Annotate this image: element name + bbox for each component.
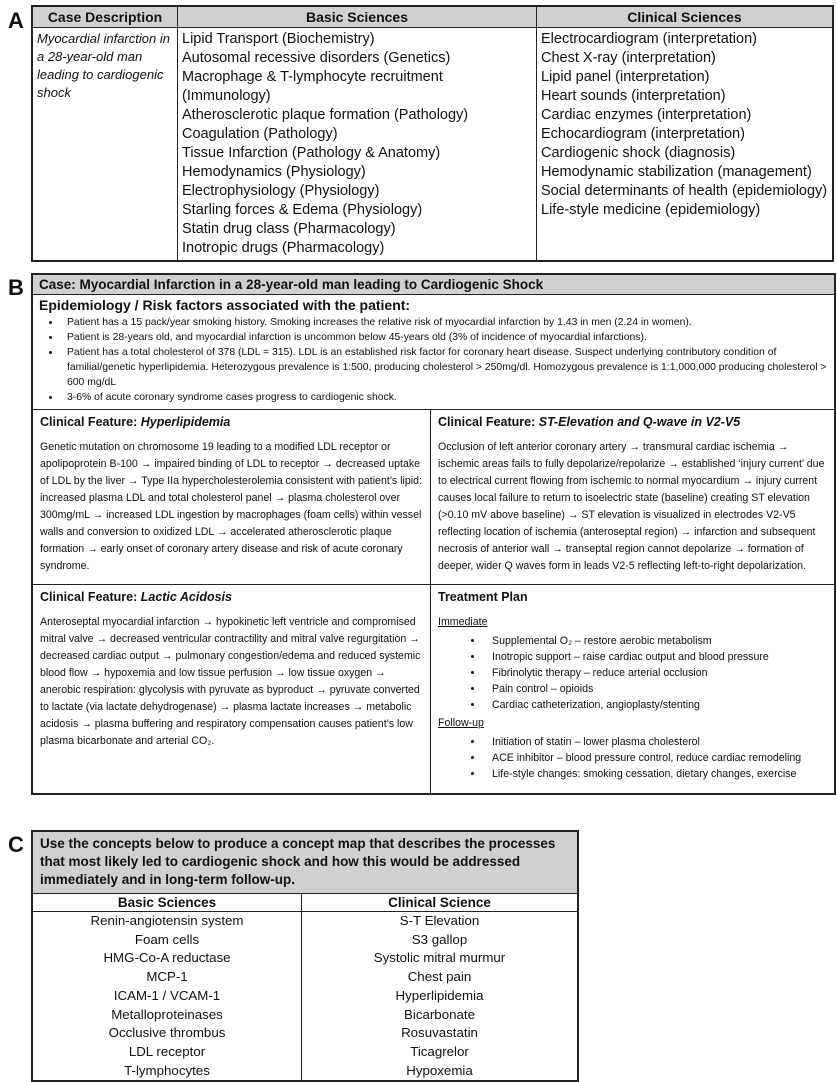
table-cell: Rosuvastatin xyxy=(401,1025,478,1041)
list-item: Autosomal recessive disorders (Genetics) xyxy=(182,50,451,66)
list-item: Atherosclerotic plaque formation (Pathology) xyxy=(182,107,469,123)
list-item: Electrocardiogram (interpretation) xyxy=(541,31,757,47)
list-item: • Inotropic support – raise cardiac output and blood pressure xyxy=(484,649,827,665)
list-item: Cardiac enzymes (interpretation) xyxy=(541,107,752,123)
table-cell: Bicarbonate xyxy=(404,1006,475,1022)
table-cell: Metalloproteinases xyxy=(33,1006,302,1025)
list-item: Heart sounds (interpretation) xyxy=(541,88,726,104)
panel-a-letter: A xyxy=(8,8,24,33)
case-description-header: Case Description xyxy=(32,6,178,28)
table-row xyxy=(33,931,577,950)
list-item: Lipid panel (interpretation) xyxy=(541,69,710,85)
hyperlipidemia-title: Clinical Feature: Hyperlipidemia xyxy=(40,415,231,429)
table-row xyxy=(33,1006,577,1025)
panel-a-table xyxy=(31,5,834,262)
panel-c-concepts xyxy=(31,830,579,1082)
clinical-sciences-header: Clinical Sciences xyxy=(537,6,834,28)
st-elevation-cell xyxy=(431,410,834,585)
table-row xyxy=(33,1043,577,1062)
table-row xyxy=(33,949,577,968)
table-cell: MCP-1 xyxy=(33,968,302,987)
list-item: • Cardiac catheterization, angioplasty/stenting xyxy=(484,697,827,713)
list-item: • ACE inhibitor – blood pressure control, reduce cardiac remodeling xyxy=(484,750,827,766)
panel-b-letter: B xyxy=(8,275,24,300)
table-cell: Chest pain xyxy=(407,969,472,985)
list-item: Chest X-ray (interpretation) xyxy=(541,50,716,66)
table-row xyxy=(33,912,577,931)
treatment-plan-title: Treatment Plan xyxy=(438,590,528,604)
list-item: Cardiogenic shock (diagnosis) xyxy=(541,145,736,161)
panel-c-letter: C xyxy=(8,832,24,857)
hyperlipidemia-text: Genetic mutation on chromosome 19 leading to a modified LDL receptor or apolipoprotein B-100 → impaired binding of LDL to receptor → decreased uptake of LDL by the liver → Type IIa hypercholesterolemia consistent with patient’s lipid: increased plasma LDL and total cholesterol panel → plasma cholesterol over 300mg/mL → increased LDL ingestion by macrophages (foam cells) within vessel walls and conversion to oxidized LDL → accelerated atherosclerotic plaque formation → early onset of coronary artery disease and risk of acute coronary syndrome. xyxy=(40,441,422,572)
table-cell: Hypoxemia xyxy=(406,1062,473,1078)
treatment-plan-cell xyxy=(431,585,834,793)
risk-factor-list xyxy=(39,315,828,405)
list-item: Tissue Infarction (Pathology & Anatomy) xyxy=(182,145,441,161)
immediate-list xyxy=(438,633,827,713)
list-item: • Patient is 28-years old, and myocardial infarction is uncommon below 45-years old (3% of incidence of myocardial infarctions). xyxy=(61,330,828,345)
list-item: Starling forces & Edema (Physiology) xyxy=(182,202,423,218)
lactic-acidosis-title: Clinical Feature: Lactic Acidosis xyxy=(40,590,232,604)
table-cell: Ticagrelor xyxy=(410,1043,469,1059)
list-item: Hemodynamic stabilization (management) xyxy=(541,164,812,180)
list-item: Macrophage & T-lymphocyte recruitment (Immunology) xyxy=(182,69,443,104)
basic-sciences-list xyxy=(178,28,537,262)
list-item: • Supplemental O₂ – restore aerobic metabolism xyxy=(484,633,827,649)
followup-list xyxy=(438,734,827,782)
panel-b-case xyxy=(31,273,836,795)
lactic-acidosis-text: Anteroseptal myocardial infarction → hypokinetic left ventricle and compromised mitral valve → decreased ventricular contractility and mitral valve regurgitation → decreased cardiac output → pulmonary congestion/edema and reduced systemic blood flow → hypoxemia and low tissue perfusion → low tissue oxygen → anerobic respiration: glycolysis with pyruvate as byproduct → pyruvate converted to lactate (via lactate dehydrogenase) → plasma lactate increases → metabolic acidosis → plasma buffering and respiratory compensation causes patient’s low plasma bicarbonate and arterial CO₂. xyxy=(40,616,421,747)
case-title: Case: Myocardial Infarction in a 28-year-old man leading to Cardiogenic Shock xyxy=(33,275,834,295)
followup-label: Follow-up xyxy=(438,717,484,729)
table-row xyxy=(33,987,577,1006)
list-item: Life-style medicine (epidemiology) xyxy=(541,202,761,218)
hyperlipidemia-cell xyxy=(33,410,431,585)
table-cell: S-T Elevation xyxy=(399,913,480,928)
lactic-acidosis-cell xyxy=(33,585,431,793)
table-cell: Occlusive thrombus xyxy=(33,1024,302,1043)
epidemiology-title: Epidemiology / Risk factors associated with the patient: xyxy=(39,297,411,313)
epidemiology-section xyxy=(33,295,834,410)
list-item: • Patient has a total cholesterol of 378 (LDL = 315). LDL is an established risk factor for coronary heart disease. Suspect underlying contributory condition of familial/genetic hyperlipidemia. Heterozygous prevalence is 1:500, producing cholesterol > 250mg/dl. Homozygous prevalence is 1:1,000,000 producing cholesterol > 600 mg/dL xyxy=(61,345,828,390)
table-row xyxy=(33,1062,577,1081)
table-row xyxy=(33,1024,577,1043)
list-item: • 3-6% of acute coronary syndrome cases progress to cardiogenic shock. xyxy=(61,390,828,405)
list-item: Inotropic drugs (Pharmacology) xyxy=(182,240,385,256)
table-row xyxy=(33,968,577,987)
table-cell: Systolic mitral murmur xyxy=(373,950,506,966)
list-item: • Patient has a 15 pack/year smoking history. Smoking increases the relative risk of myocardial infarction by 1.43 in men (2.24 in women). xyxy=(61,315,828,330)
table-cell: Hyperlipidemia xyxy=(395,987,484,1003)
list-item: • Initiation of statin – lower plasma cholesterol xyxy=(484,734,827,750)
concept-table xyxy=(33,894,577,1080)
st-elevation-title: Clinical Feature: ST-Elevation and Q-wave in V2-V5 xyxy=(438,415,741,429)
list-item: Coagulation (Pathology) xyxy=(182,126,338,142)
immediate-label: Immediate xyxy=(438,616,488,628)
list-item: • Fibrinolytic therapy – reduce arterial occlusion xyxy=(484,665,827,681)
case-description: Myocardial infarction in a 28-year-old man leading to cardiogenic shock xyxy=(37,31,170,100)
table-cell: S3 gallop xyxy=(411,931,468,947)
basic-sciences-header: Basic Sciences xyxy=(33,894,302,912)
list-item: Echocardiogram (interpretation) xyxy=(541,126,745,142)
table-cell: Foam cells xyxy=(33,931,302,950)
table-cell: HMG-Co-A reductase xyxy=(33,949,302,968)
list-item: Social determinants of health (epidemiology) xyxy=(541,183,828,199)
table-cell: LDL receptor xyxy=(33,1043,302,1062)
table-cell: T-lymphocytes xyxy=(33,1062,302,1081)
st-elevation-text: Occlusion of left anterior coronary artery → transmural cardiac ischemia → ischemic areas fails to fully depolarize/repolarize → established ‘injury current’ due to electrical current flowing from ischemic to normal myocardium → injury current causes local failure to return to isoelectric state (baseline) creating ST elevation (>0.10 mV above baseline) → ST elevation is visualized in electrodes V2-V5 reflecting location of ischemia (anteroseptal region) → infarction and subsequent necrosis of anterior wall → transeptal region cannot depolarize → formation of deeper, wider Q waves form in leads V2-5 reflecting left-to-right depolarization. xyxy=(438,441,825,572)
list-item: Lipid Transport (Biochemistry) xyxy=(182,31,375,47)
concept-map-instruction: Use the concepts below to produce a concept map that describes the processes that most likely led to cardiogenic shock and how this would be addressed immediately and in long-term follow-up. xyxy=(33,832,577,894)
basic-sciences-header: Basic Sciences xyxy=(178,6,537,28)
clinical-sciences-list xyxy=(537,28,834,262)
table-cell: Renin-angiotensin system xyxy=(33,912,302,931)
clinical-science-header: Clinical Science xyxy=(302,894,578,912)
list-item: • Life-style changes: smoking cessation, dietary changes, exercise xyxy=(484,766,827,782)
list-item: • Pain control – opioids xyxy=(484,681,827,697)
list-item: Statin drug class (Pharmacology) xyxy=(182,221,396,237)
list-item: Electrophysiology (Physiology) xyxy=(182,183,380,199)
list-item: Hemodynamics (Physiology) xyxy=(182,164,366,180)
table-cell: ICAM-1 / VCAM-1 xyxy=(33,987,302,1006)
